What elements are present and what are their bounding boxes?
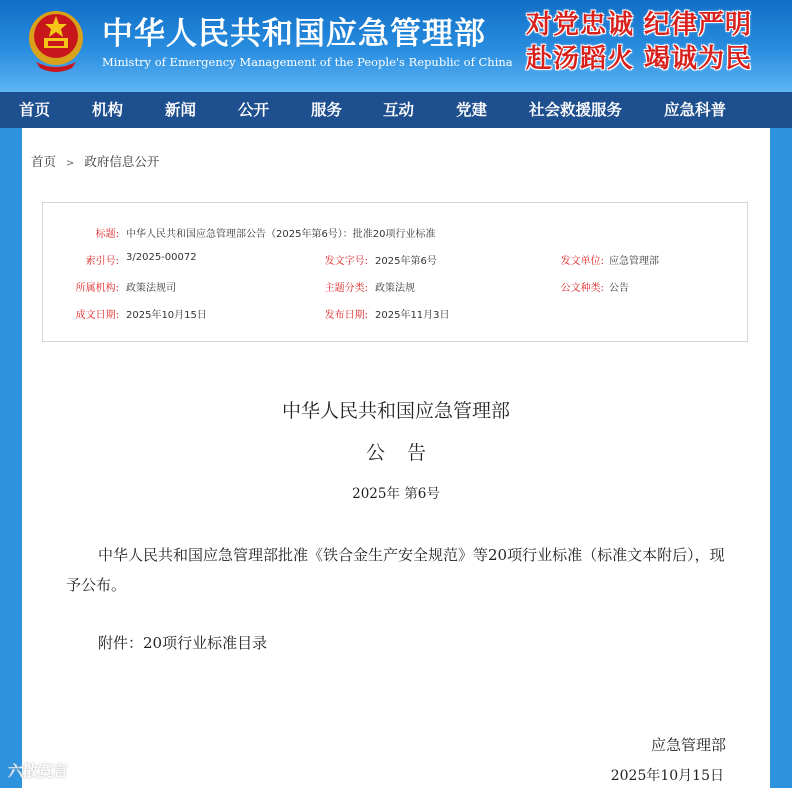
main-nav xyxy=(0,92,792,128)
meta-published-value: 2025年11月3日 xyxy=(375,310,450,321)
document-type: 公告 xyxy=(365,442,448,464)
nav-item-services[interactable]: 服务 xyxy=(311,101,343,119)
attachment xyxy=(98,632,267,653)
nav-item-interaction[interactable]: 互动 xyxy=(383,101,415,119)
meta-dept-value: 政策法规司 xyxy=(126,283,176,294)
breadcrumb-separator: > xyxy=(66,158,75,169)
site-title[interactable]: 中华人民共和国应急管理部 xyxy=(102,16,486,52)
nav-item-social-rescue[interactable]: 社会救援服务 xyxy=(529,101,623,119)
site-header xyxy=(0,0,792,92)
meta-type-value: 公告 xyxy=(609,283,629,294)
nav-item-party-building[interactable]: 党建 xyxy=(456,101,488,119)
national-emblem-icon[interactable] xyxy=(26,6,86,74)
meta-index-label: 索引号: xyxy=(85,256,119,267)
document-org: 中华人民共和国应急管理部 xyxy=(281,400,510,422)
slogan-line-1: 对党忠诚 纪律严明 xyxy=(525,10,752,40)
meta-created-value: 2025年10月15日 xyxy=(126,310,207,321)
document-meta-table xyxy=(42,202,748,342)
watermark: 六散寞言 xyxy=(8,762,69,780)
meta-type-label: 公文种类: xyxy=(560,283,604,294)
main-content xyxy=(22,128,770,788)
slogan-line-2: 赴汤蹈火 竭诚为民 xyxy=(525,44,752,74)
meta-title-value: 中华人民共和国应急管理部公告（2025年第6号）：批准20项行业标准 xyxy=(126,229,436,240)
meta-title-label: 标题: xyxy=(95,229,119,240)
breadcrumb-current[interactable]: 政府信息公开 xyxy=(84,154,160,169)
nav-item-disclosure[interactable]: 公开 xyxy=(238,101,270,119)
meta-issuer-label: 发文单位: xyxy=(560,256,604,267)
meta-topic-label: 主题分类: xyxy=(324,283,368,294)
nav-item-organizations[interactable]: 机构 xyxy=(92,101,124,119)
attachment-label: 附件： xyxy=(98,634,144,652)
breadcrumb xyxy=(31,152,159,170)
meta-topic-value: 政策法规 xyxy=(375,283,415,294)
nav-item-news[interactable]: 新闻 xyxy=(165,101,197,119)
signature-date: 2025年10月15日 xyxy=(610,768,724,784)
meta-dept-label: 所属机构: xyxy=(75,283,119,294)
meta-published-label: 发布日期: xyxy=(324,310,368,321)
site-subtitle: Ministry of Emergency Management of the People's Republic of China xyxy=(102,55,513,69)
nav-item-home[interactable]: 首页 xyxy=(19,101,51,119)
signature-org: 应急管理部 xyxy=(650,736,726,754)
meta-index-value: 3/2025-00072 xyxy=(126,252,197,263)
document-body: 中华人民共和国应急管理部批准《铁合金生产安全规范》等20项行业标准（标准文本附后），现予公布。 xyxy=(66,546,725,594)
meta-created-label: 成文日期: xyxy=(75,310,119,321)
meta-issuer-value: 应急管理部 xyxy=(609,256,659,267)
attachment-link[interactable]: 20项行业标准目录 xyxy=(143,634,268,652)
breadcrumb-home[interactable]: 首页 xyxy=(31,154,57,169)
nav-item-science[interactable]: 应急科普 xyxy=(664,101,727,119)
document-number: 2025年 第6号 xyxy=(352,486,440,502)
meta-docno-value: 2025年第6号 xyxy=(375,256,437,267)
meta-docno-label: 发文字号: xyxy=(324,256,368,267)
